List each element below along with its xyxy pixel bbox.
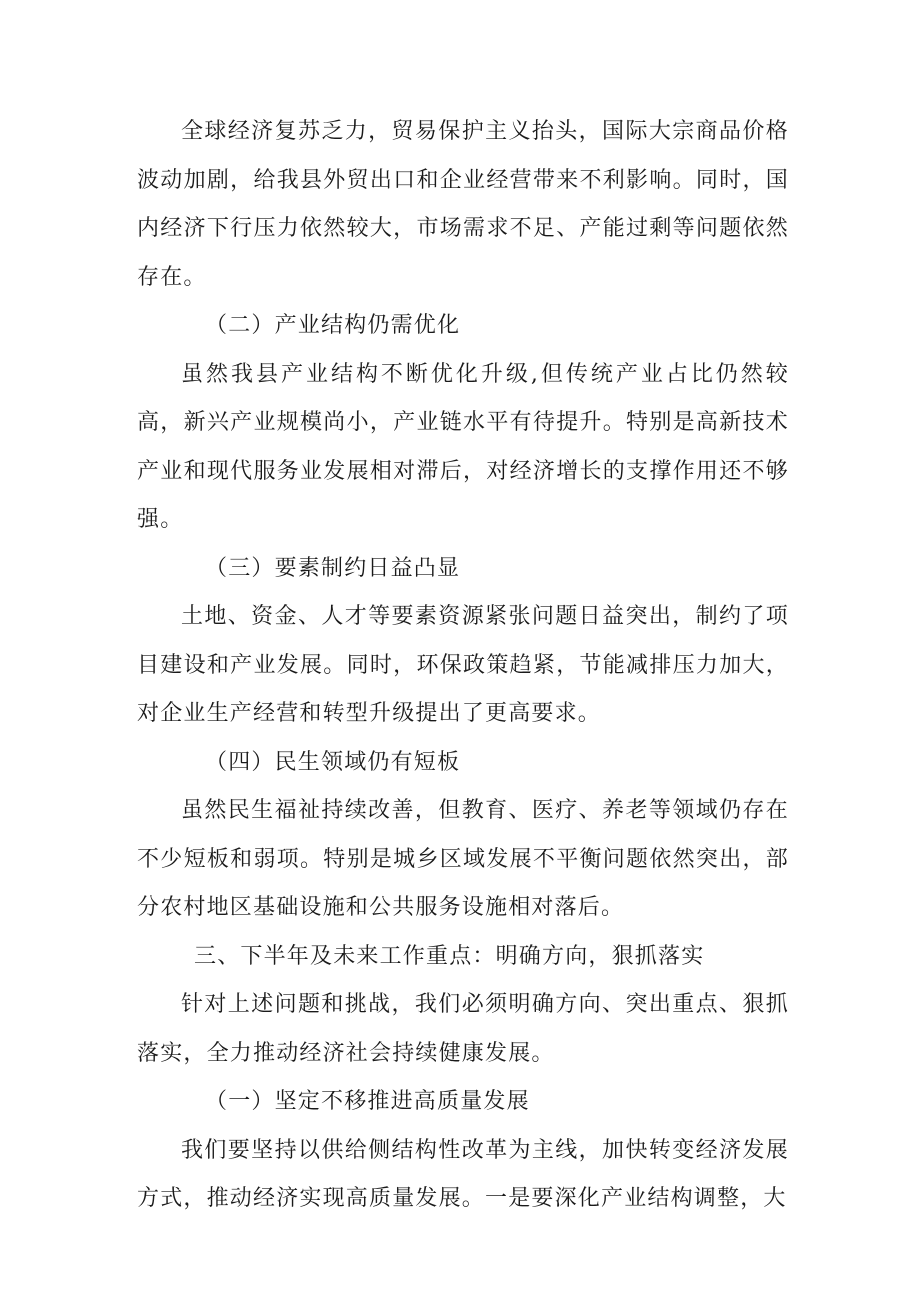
heading-high-quality-development: （一）坚定不移推进高质量发展 bbox=[205, 1089, 530, 1114]
paragraph-future-work-intro: 针对上述问题和挑战，我们必须明确方向、突出重点、狠抓落实，全力推动经济社会持续健康发展。 bbox=[137, 992, 789, 1066]
heading-factor-constraints: （三）要素制约日益凸显 bbox=[205, 555, 461, 581]
paragraph-livelihood: 虽然民生福祉持续改善，但教育、医疗、养老等领域仍存在不少短板和弱项。特别是城乡区域发展不平衡问题依然突出，部分农村地区基础设施和公共服务设施相对落后。 bbox=[137, 798, 789, 920]
paragraph-global-economy: 全球经济复苏乏力，贸易保护主义抬头，国际大宗商品价格波动加剧，给我县外贸出口和企业经营带来不利影响。同时，国内经济下行压力依然较大，市场需求不足、产能过剩等问题依然存在。 bbox=[137, 119, 789, 290]
paragraph-factor-constraints: 土地、资金、人才等要素资源紧张问题日益突出，制约了项目建设和产业发展。同时，环保政策趋紧，节能减排压力加大，对企业生产经营和转型升级提出了更高要求。 bbox=[137, 604, 789, 726]
section-heading-future-work: 三、下半年及未来工作重点：明确方向，狠抓落实 bbox=[194, 943, 705, 969]
paragraph-industrial-structure: 虽然我县产业结构不断优化升级,但传统产业占比仍然较高，新兴产业规模尚小，产业链水平有待提升。特别是高新技术产业和现代服务业发展相对滞后，对经济增长的支撑作用还不够强。 bbox=[137, 361, 789, 532]
heading-industrial-structure: （二）产业结构仍需优化 bbox=[205, 313, 461, 338]
paragraph-high-quality-development: 我们要坚持以供给侧结构性改革为主线，加快转变经济发展方式，推动经济实现高质量发展。一是要深化产业结构调整，大 bbox=[137, 1137, 789, 1211]
document-body bbox=[137, 108, 789, 1224]
heading-livelihood: （四）民生领域仍有短板 bbox=[205, 749, 461, 775]
